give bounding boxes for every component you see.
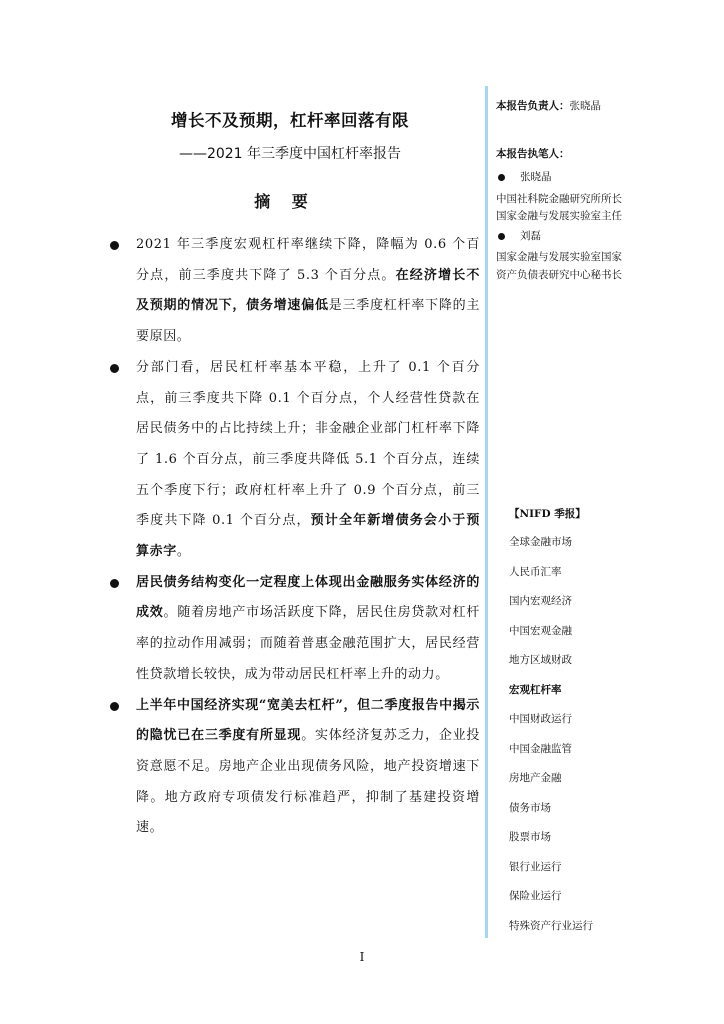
abstract-bullet-item xyxy=(110,353,480,568)
nifd-item[interactable]: 保险业运行 xyxy=(509,890,562,902)
bullet-dot-icon xyxy=(498,174,505,181)
report-subtitle: ——2021 年三季度中国杠杆率报告 xyxy=(178,146,402,162)
bullet-dot-icon xyxy=(110,364,119,373)
bullet-dot-icon xyxy=(110,241,119,250)
author-list xyxy=(496,169,632,284)
author-name xyxy=(496,169,632,187)
abstract-bullet-item xyxy=(110,230,480,353)
bullet-bold-text: 在经济增长不及预期的情况下，债务增速偏低 xyxy=(136,267,480,314)
nifd-item[interactable]: 地方区域财政 xyxy=(509,654,572,666)
nifd-list xyxy=(509,535,629,948)
report-title: 增长不及预期，杠杆率回落有限 xyxy=(171,111,409,130)
bullet-bold-text: 居民债务结构变化一定程度上体现出金融服务实体经济的成效 xyxy=(136,574,480,621)
nifd-item[interactable]: 宏观杠杆率 xyxy=(509,683,562,696)
author-affiliation: 国家金融与发展实验室国家资产负债表研究中心秘书长 xyxy=(496,251,622,281)
nifd-heading: 【NIFD 季报】 xyxy=(509,508,586,520)
author-name xyxy=(496,228,632,246)
abstract-bullet-item xyxy=(110,691,480,845)
sidebar xyxy=(496,98,632,284)
nifd-item[interactable]: 银行业运行 xyxy=(509,860,562,873)
bullet-dot-icon xyxy=(110,579,119,588)
author-entry xyxy=(496,228,632,285)
nifd-item[interactable]: 债务市场 xyxy=(509,801,551,814)
writers-label: 本报告执笔人： xyxy=(496,147,570,160)
author-name-text: 张晓晶 xyxy=(520,171,552,183)
bullet-text: 。 xyxy=(176,544,191,560)
bullet-text: 。实体经济复苏乏力，企业投资意愿不足。房地产企业出现债务风险，地产投资增速下降。地方政府专项债发行标准趋严，抑制了基建投资增速。 xyxy=(136,728,480,836)
bullet-bold-text: 预计全年新增债务会小于预算赤字 xyxy=(136,513,480,560)
nifd-item[interactable]: 中国宏观金融 xyxy=(509,624,572,637)
author-name-text: 刘磊 xyxy=(520,229,541,242)
bullet-dot-icon xyxy=(498,233,505,240)
main-column xyxy=(110,100,480,844)
nifd-item[interactable]: 人民币汇率 xyxy=(509,565,562,578)
abstract-heading: 摘 要 xyxy=(254,192,316,211)
responsible-line xyxy=(496,98,632,116)
nifd-item[interactable]: 特殊资产行业运行 xyxy=(509,919,593,932)
nifd-item[interactable]: 中国财政运行 xyxy=(509,713,572,725)
nifd-item[interactable]: 房地产金融 xyxy=(509,772,562,784)
author-affiliation: 中国社科院金融研究所所长 国家金融与发展实验室主任 xyxy=(496,192,622,222)
page-number: I xyxy=(359,950,365,964)
bullet-dot-icon xyxy=(110,702,119,711)
bullet-text: 。随着房地产市场活跃度下降，居民住房贷款对杠杆率的拉动作用减弱；而随着普惠金融范围扩大，居民经营性贷款增长较快，成为带动居民杠杆率上升的动力。 xyxy=(136,605,480,682)
nifd-item[interactable]: 中国金融监管 xyxy=(509,742,572,755)
bullet-bold-text: 上半年中国经济实现“宽美去杠杆”，但二季度报告中揭示的隐忧已在三季度有所显现 xyxy=(136,697,480,744)
bullet-text: 分部门看，居民杠杆率基本平稳，上升了 0.1 个百分点，前三季度共下降 0.1 个百分点，个人经营性贷款在居民债务中的占比持续上升；非金融企业部门杠杆率下降了 1.6 个百分点，前三季度共降低 5.1 个百分点，连续五个季度下行；政府杠杆率上升了 0.9 个百分点，前三季度共下降 0.1 个百分点， xyxy=(136,359,480,529)
author-entry xyxy=(496,169,632,226)
nifd-item[interactable]: 国内宏观经济 xyxy=(509,595,572,607)
nifd-item[interactable]: 股票市场 xyxy=(509,831,551,843)
abstract-bullet-list xyxy=(110,230,480,844)
abstract-bullet-item xyxy=(110,568,480,691)
nifd-series-box xyxy=(509,506,629,948)
bullet-text: 是三季度杠杆率下降的主要原因。 xyxy=(136,298,480,345)
bullet-text: 2021 年三季度宏观杠杆率继续下降，降幅为 0.6 个百分点，前三季度共下降了 5.3 个百分点。 xyxy=(136,237,480,283)
column-divider xyxy=(485,86,488,938)
nifd-item[interactable]: 全球金融市场 xyxy=(509,536,572,548)
responsible-name: 张晓晶 xyxy=(569,100,601,112)
responsible-label: 本报告负责人： xyxy=(496,100,570,112)
